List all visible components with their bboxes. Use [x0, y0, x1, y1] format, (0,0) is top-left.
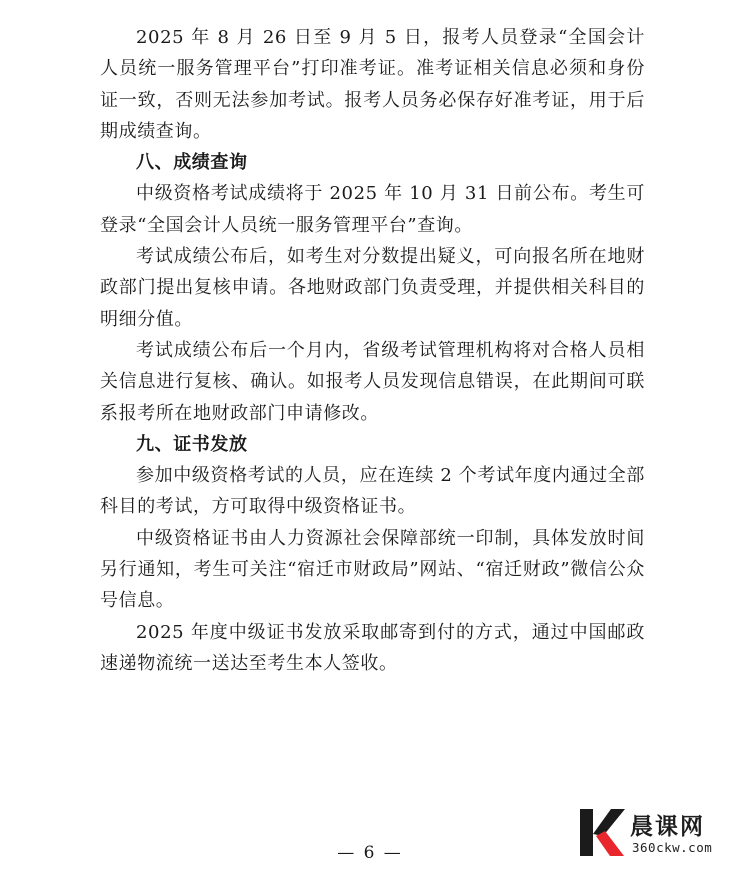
paragraph-score-release: 中级资格考试成绩将于 2025 年 10 月 31 日前公布。考生可登录“全国会计人员统一服务管理平台”查询。	[100, 183, 645, 236]
paragraph-score-verification: 考试成绩公布后一个月内，省级考试管理机构将对合格人员相关信息进行复核、确认。如报考人员发现信息错误，在此期间可联系报考所在地财政部门申请修改。	[100, 339, 645, 424]
watermark-url: 360ckw.com	[632, 840, 713, 855]
section-heading-score-query: 八、成绩查询	[136, 152, 248, 174]
watermark-site-name: 晨课网	[630, 814, 705, 840]
paragraph-certificate-delivery: 2025 年度中级证书发放采取邮寄到付的方式，通过中国邮政速递物流统一送达至考生本人签收。	[100, 621, 645, 674]
paragraph-score-review: 考试成绩公布后，如考生对分数提出疑义，可向报名所在地财政部门提出复核申请。各地财政部门负责受理，并提供相关科目的明细分值。	[100, 246, 645, 330]
paragraph-admission-ticket: 2025 年 8 月 26 日至 9 月 5 日，报考人员登录“全国会计人员统一服务管理平台”打印准考证。准考证相关信息必须和身份证一致，否则无法参加考试。报考人员务必保存好准考证，用于后期成绩查询。	[100, 27, 645, 142]
k-logo-icon	[578, 806, 626, 860]
document-body	[100, 22, 645, 679]
page-number: — 6 —	[337, 843, 403, 863]
watermark	[578, 806, 738, 868]
paragraph-certificate-printing: 中级资格证书由人力资源社会保障部统一印制，具体发放时间另行通知，考生可关注“宿迁市财政局”网站、“宿迁财政”微信公众号信息。	[100, 527, 645, 612]
section-heading-certificate: 九、证书发放	[136, 433, 248, 455]
paragraph-certificate-requirement: 参加中级资格考试的人员，应在连续 2 个考试年度内通过全部科目的考试，方可取得中级资格证书。	[100, 465, 645, 518]
